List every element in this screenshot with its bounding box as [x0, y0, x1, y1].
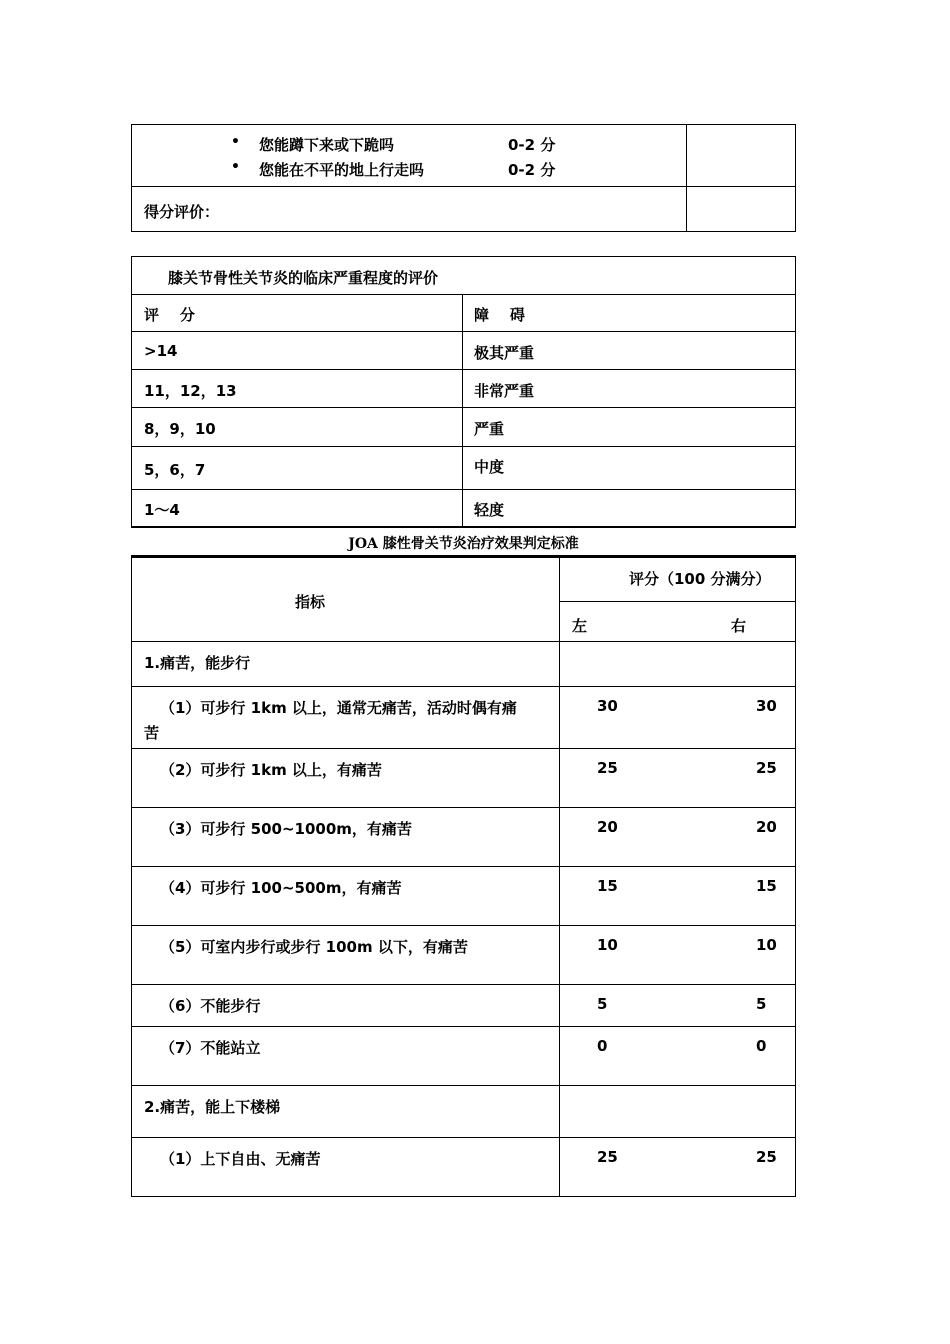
table-divider [131, 1137, 796, 1138]
table-divider [131, 807, 796, 808]
evaluation-label: 得分评价： [144, 203, 220, 221]
table-divider [131, 369, 796, 370]
table-divider [131, 925, 796, 926]
table-divider [131, 186, 796, 187]
criterion-text-cont: 苦 [144, 724, 160, 742]
severity-level: 中度 [474, 458, 505, 476]
header-right: 右 [731, 617, 747, 635]
criterion-text: （1）上下自由、无痛苦 [160, 1150, 321, 1168]
header-index: 指标 [295, 593, 326, 611]
table-divider [131, 1026, 796, 1027]
header-left: 左 [572, 617, 588, 635]
criterion-text: （5）可室内步行或步行 100m 以下，有痛苦 [160, 938, 468, 956]
table-divider [131, 526, 796, 528]
table-divider [131, 748, 796, 749]
score-left: 5 [597, 995, 608, 1013]
severity-level: 极其严重 [474, 344, 535, 362]
criterion-text: （6）不能步行 [160, 997, 261, 1015]
table-divider [131, 686, 796, 687]
criterion-text: （4）可步行 100~500m，有痛苦 [160, 879, 402, 897]
score-left: 15 [597, 877, 618, 895]
table-divider [131, 407, 796, 408]
table-divider [131, 1085, 796, 1086]
table-divider [559, 601, 796, 602]
header-disability: 障 碍 [474, 306, 525, 324]
severity-score: >14 [144, 342, 178, 360]
severity-score: 11，12，13 [144, 382, 237, 400]
score-right: 20 [756, 818, 777, 836]
severity-table-title: 膝关节骨性关节炎的临床严重程度的评价 [168, 269, 439, 287]
severity-level: 非常严重 [474, 382, 535, 400]
score-right: 25 [756, 1148, 777, 1166]
criterion-text: （1）可步行 1km 以上，通常无痛苦，活动时偶有痛 [160, 699, 517, 717]
score-right: 0 [756, 1037, 767, 1055]
severity-score: 1～4 [144, 501, 180, 519]
criterion-text: （2）可步行 1km 以上，有痛苦 [160, 761, 382, 779]
score-right: 25 [756, 759, 777, 777]
score-right: 30 [756, 697, 777, 715]
score-left: 20 [597, 818, 618, 836]
section-title: 2.痛苦，能上下楼梯 [144, 1098, 281, 1116]
joa-table-caption: JOA 膝性骨关节炎治疗效果判定标准 [348, 536, 579, 552]
bullet-icon: • [231, 159, 240, 175]
question-text: 您能在不平的地上行走吗 [259, 161, 425, 179]
bullet-icon: • [231, 134, 240, 150]
table-divider [131, 331, 796, 332]
question-text: 您能蹲下来或下跪吗 [259, 136, 395, 154]
question-score: 0-2 分 [508, 161, 556, 179]
criterion-text: （7）不能站立 [160, 1039, 261, 1057]
score-right: 5 [756, 995, 767, 1013]
table-divider [559, 555, 560, 1197]
section-title: 1.痛苦，能步行 [144, 654, 251, 672]
table-divider [686, 124, 687, 232]
table-divider [131, 294, 796, 295]
score-left: 10 [597, 936, 618, 954]
question-score: 0-2 分 [508, 136, 556, 154]
score-left: 30 [597, 697, 618, 715]
table-divider [131, 446, 796, 447]
criterion-text: （3）可步行 500~1000m，有痛苦 [160, 820, 412, 838]
severity-score: 5，6，7 [144, 461, 206, 479]
score-right: 10 [756, 936, 777, 954]
score-left: 0 [597, 1037, 608, 1055]
table-divider [131, 866, 796, 867]
score-right: 15 [756, 877, 777, 895]
severity-level: 轻度 [474, 501, 505, 519]
severity-level: 严重 [474, 420, 505, 438]
table-divider [131, 489, 796, 490]
header-score: 评 分 [144, 306, 195, 324]
score-left: 25 [597, 759, 618, 777]
header-score-total: 评分（100 分满分） [629, 570, 771, 588]
table-divider [131, 984, 796, 985]
table-divider [131, 641, 796, 642]
table-divider [462, 294, 463, 527]
score-left: 25 [597, 1148, 618, 1166]
severity-score: 8，9，10 [144, 420, 216, 438]
